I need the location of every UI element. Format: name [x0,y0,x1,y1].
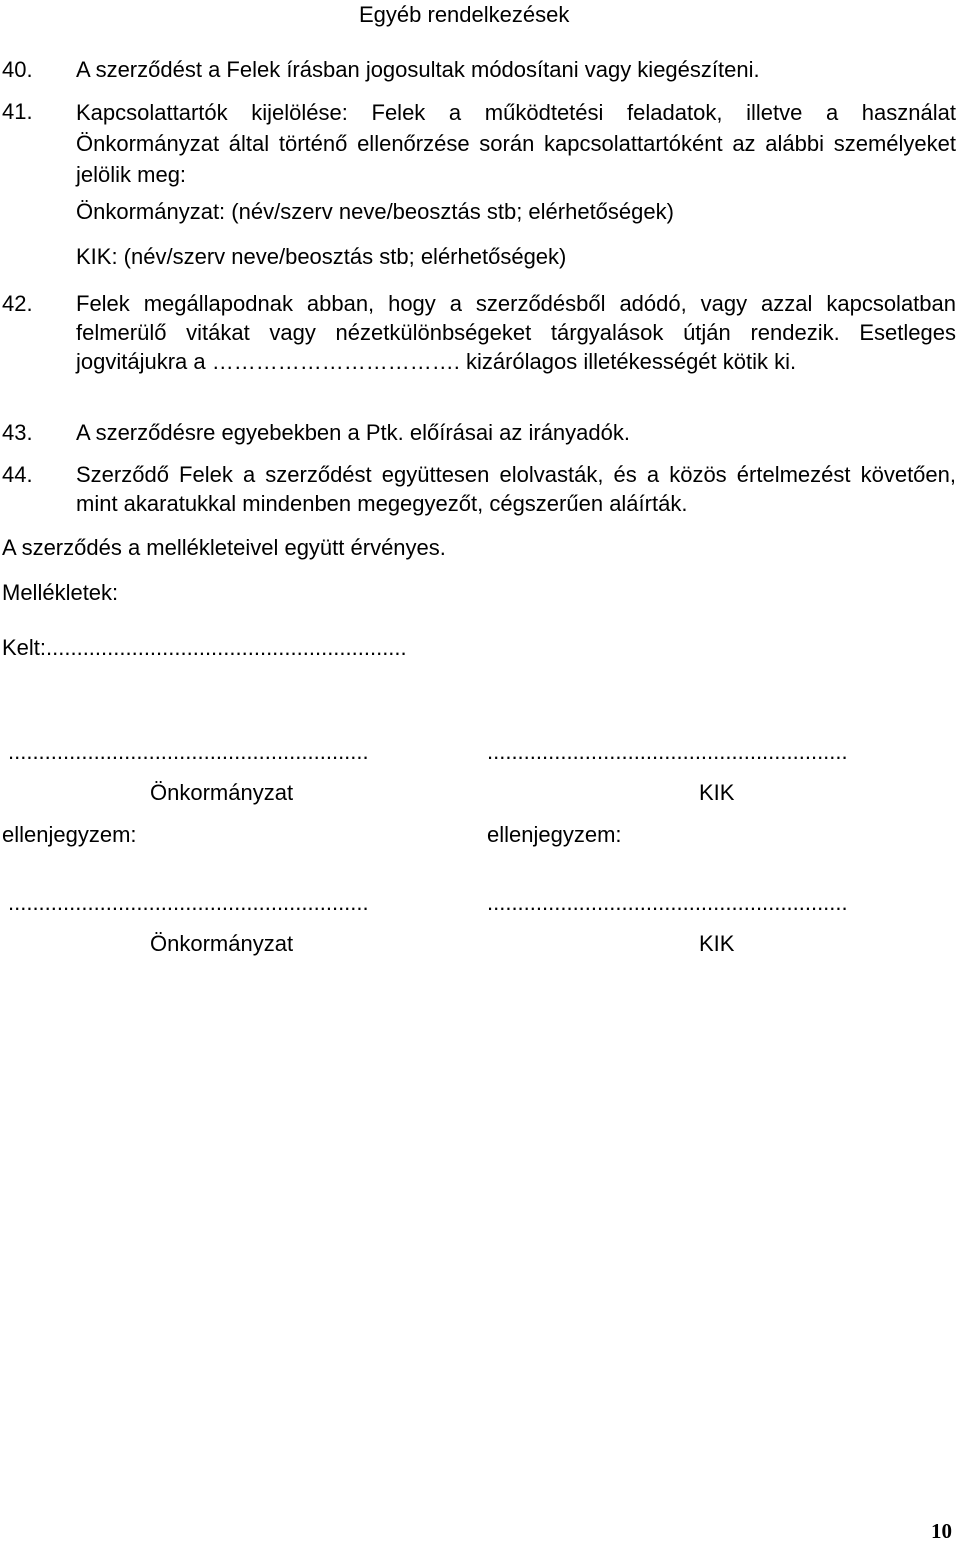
countersign-label-right: ellenjegyzem: [487,822,622,847]
section-text: A szerződésre egyebekben a Ptk. előírásai az irányadók. [76,420,630,445]
section-number: 44. [2,462,33,487]
date-line: Kelt:........................................................... [2,635,407,660]
section-number: 40. [2,57,33,82]
section-text: A szerződést a Felek írásban jogosultak módosítani vagy kiegészíteni. [76,57,760,82]
signature-line-right: ........................................................... [487,739,848,764]
contact-kik: KIK: (név/szerv neve/beosztás stb; elérhetőségek) [76,244,567,269]
section-number: 41. [2,99,33,124]
section-text: Kapcsolattartók kijelölése: Felek a működtetési feladatok, illetve a használat Önkormányzat által történő ellenőrzése során kapcsolattartóként az alábbi személyeket jelölik meg: [76,100,956,187]
signature-party-left: Önkormányzat [150,780,294,805]
section-number: 43. [2,420,33,445]
section-text: Szerződő Felek a szerződést együttesen elolvasták, és a közös értelmezést követően, mint akaratukkal mindenben megegyezőt, cégszerűen aláírták. [76,462,956,516]
countersign-party-left: Önkormányzat [150,931,294,956]
countersign-line-right: ........................................................... [487,890,848,915]
page-number: 10 [931,1519,952,1543]
countersign-line-left: ........................................................... [8,890,369,915]
contact-onkormanyzat: Önkormányzat: (név/szerv neve/beosztás stb; elérhetőségek) [76,199,674,224]
section-text: Felek megállapodnak abban, hogy a szerződésből adódó, vagy azzal kapcsolatban felmerülő vitákat vagy nézetkülönbségeket tárgyalások útján rendezik. Esetleges jogvitájukra a ……………………………. kizárólagos illetékességét kötik ki. [76,291,956,374]
countersign-label-left: ellenjegyzem: [2,822,137,847]
countersign-party-right: KIK [699,931,735,956]
signature-line-left: ........................................................... [8,739,369,764]
signature-party-right: KIK [699,780,735,805]
attachments-label: Mellékletek: [2,580,119,605]
section-heading: Egyéb rendelkezések [359,2,570,27]
section-number: 42. [2,291,33,316]
validity-statement: A szerződés a mellékleteivel együtt érvényes. [2,535,446,560]
